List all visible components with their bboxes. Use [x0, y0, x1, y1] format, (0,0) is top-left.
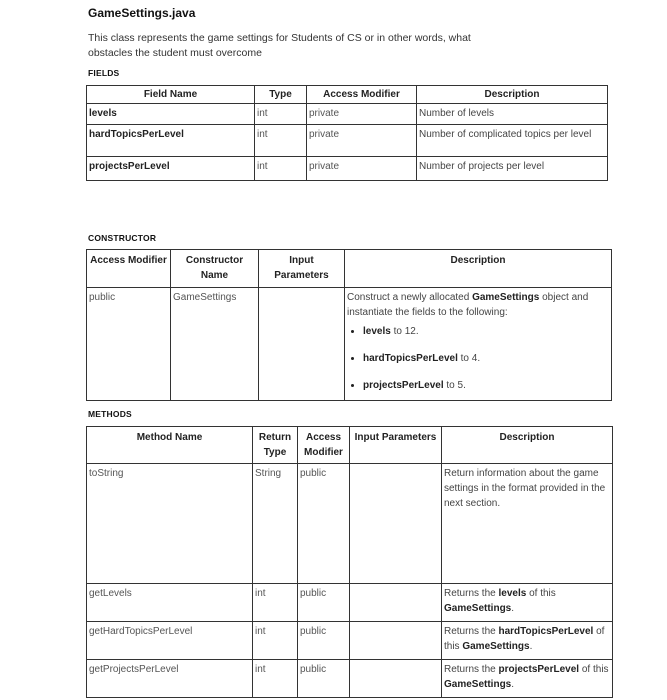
field-ref: projectsPerLevel — [498, 664, 580, 675]
table-row — [87, 660, 613, 698]
constructor-description — [345, 288, 612, 401]
page-title: GameSettings.java — [88, 6, 196, 20]
method-description — [442, 660, 613, 698]
desc-text: . — [511, 679, 515, 690]
method-description — [442, 622, 613, 660]
field-description: Number of complicated topics per level — [417, 125, 608, 157]
table-row — [87, 584, 613, 622]
constructor-access: public — [87, 288, 171, 401]
fields-heading: FIELDS — [88, 68, 120, 78]
method-access: public — [298, 622, 350, 660]
column-header: Description — [417, 86, 608, 104]
desc-text: . — [511, 603, 515, 614]
field-type: int — [255, 125, 307, 157]
method-access: public — [298, 464, 350, 584]
field-ref: projectsPerLevel — [363, 380, 444, 391]
list-item — [363, 378, 609, 393]
field-name: levels — [87, 104, 255, 125]
desc-text: of this — [444, 626, 605, 652]
field-ref: hardTopicsPerLevel — [498, 626, 594, 637]
method-access: public — [298, 660, 350, 698]
table-header-row — [87, 250, 612, 288]
table-header-row — [87, 427, 613, 464]
column-header: Method Name — [87, 427, 253, 464]
field-ref: levels — [363, 326, 391, 337]
constructor-name: GameSettings — [171, 288, 259, 401]
column-header: Access Modifier — [87, 250, 171, 288]
table-row — [87, 104, 608, 125]
desc-class-name: GameSettings — [462, 641, 530, 652]
desc-text: Returns the — [444, 626, 499, 637]
field-type: int — [255, 104, 307, 125]
methods-table — [86, 426, 613, 698]
column-header: Input Parameters — [259, 250, 345, 288]
desc-text: object and instantiate the fields to the following: — [347, 292, 589, 318]
column-header: Return Type — [253, 427, 298, 464]
field-name: hardTopicsPerLevel — [87, 125, 255, 157]
method-params — [350, 660, 442, 698]
constructor-params — [259, 288, 345, 401]
desc-text: Returns the — [444, 588, 499, 599]
column-header: Access Modifier — [307, 86, 417, 104]
list-item-text: to 5. — [443, 380, 466, 391]
column-header: Description — [442, 427, 613, 464]
column-header: Field Name — [87, 86, 255, 104]
field-description: Number of projects per level — [417, 157, 608, 181]
column-header: Access Modifier — [298, 427, 350, 464]
fields-table — [86, 85, 608, 181]
methods-heading: METHODS — [88, 409, 132, 419]
method-params — [350, 622, 442, 660]
desc-class-name: GameSettings — [472, 292, 540, 303]
column-header: Input Parameters — [350, 427, 442, 464]
method-description — [442, 584, 613, 622]
field-access: private — [307, 157, 417, 181]
field-description: Number of levels — [417, 104, 608, 125]
desc-text: of this — [526, 588, 556, 599]
table-header-row — [87, 86, 608, 104]
field-ref: hardTopicsPerLevel — [363, 353, 458, 364]
column-header: Description — [345, 250, 612, 288]
method-access: public — [298, 584, 350, 622]
method-return-type: int — [253, 660, 298, 698]
table-row — [87, 622, 613, 660]
desc-text: Returns the — [444, 664, 499, 675]
desc-class-name: GameSettings — [444, 603, 512, 614]
method-return-type: int — [253, 584, 298, 622]
table-row — [87, 157, 608, 181]
table-row — [87, 125, 608, 157]
method-return-type: int — [253, 622, 298, 660]
method-params — [350, 584, 442, 622]
method-return-type: String — [253, 464, 298, 584]
method-name: getLevels — [87, 584, 253, 622]
table-row — [87, 464, 613, 584]
method-name: getProjectsPerLevel — [87, 660, 253, 698]
field-type: int — [255, 157, 307, 181]
method-name: toString — [87, 464, 253, 584]
list-item — [363, 351, 609, 366]
field-name: projectsPerLevel — [87, 157, 255, 181]
column-header: Type — [255, 86, 307, 104]
method-description: Return information about the game settings in the format provided in the next section. — [442, 464, 613, 584]
desc-text: . — [529, 641, 533, 652]
desc-class-name: GameSettings — [444, 679, 512, 690]
field-access: private — [307, 125, 417, 157]
list-item-text: to 4. — [457, 353, 481, 364]
method-name: getHardTopicsPerLevel — [87, 622, 253, 660]
init-list — [347, 324, 609, 393]
constructor-heading: CONSTRUCTOR — [88, 233, 157, 243]
class-description: This class represents the game settings for Students of CS or in other words, what obstacles the student must overcome — [88, 32, 471, 59]
constructor-table — [86, 249, 612, 401]
desc-text: Construct a newly allocated — [347, 292, 473, 303]
desc-text: of this — [579, 664, 609, 675]
field-access: private — [307, 104, 417, 125]
column-header: Constructor Name — [171, 250, 259, 288]
method-params — [350, 464, 442, 584]
list-item-text: to 12. — [390, 326, 419, 337]
table-row — [87, 288, 612, 401]
list-item — [363, 324, 609, 339]
field-ref: levels — [498, 588, 527, 599]
